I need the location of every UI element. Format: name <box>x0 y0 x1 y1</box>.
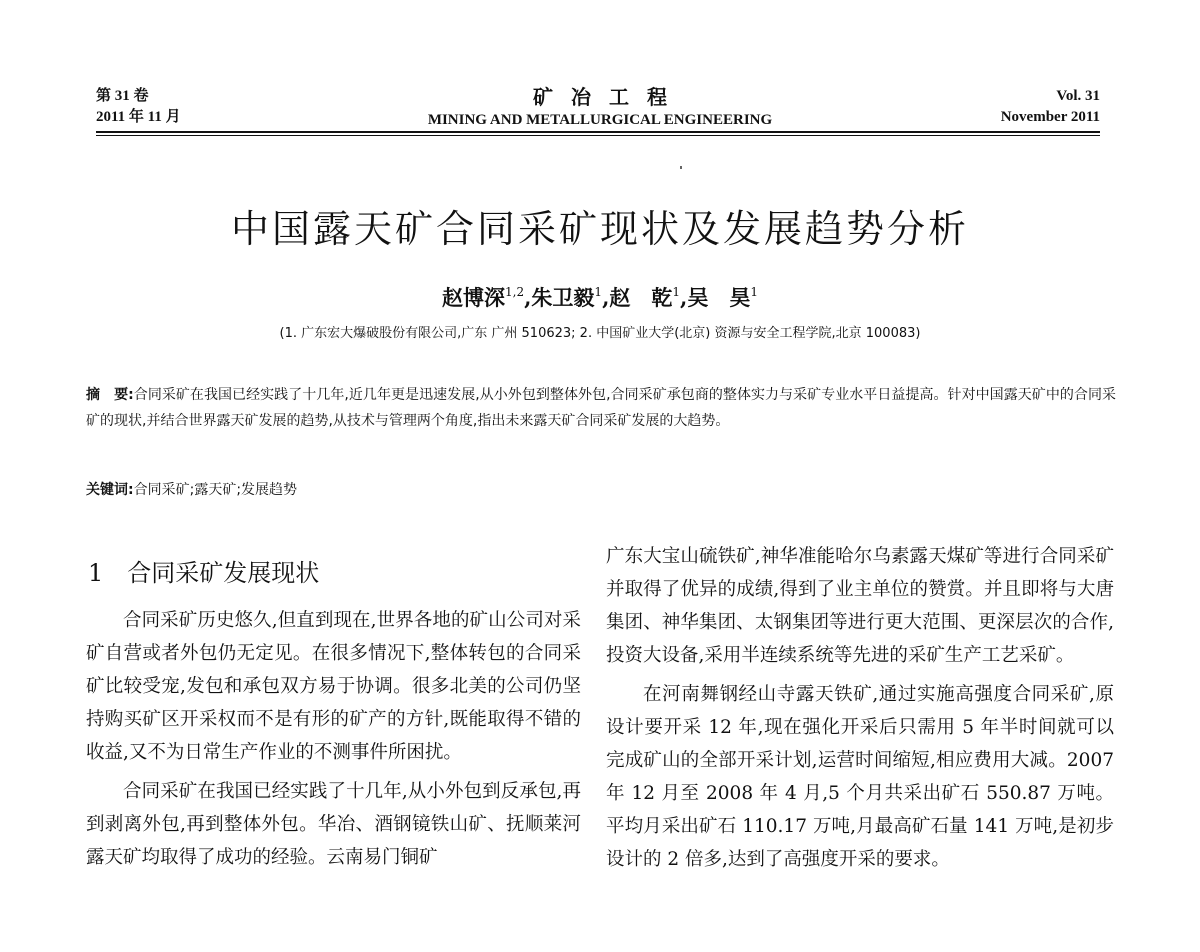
author-affiliation-mark: 1 <box>594 285 603 299</box>
keywords-label: 关键词: <box>86 482 134 498</box>
volume-cn: 第 31 卷 <box>96 88 149 104</box>
author-affiliation-mark: 1 <box>750 285 758 299</box>
journal-name-en: MINING AND METALLURGICAL ENGINEERING <box>427 112 773 128</box>
body-paragraph: 合同采矿历史悠久,但直到现在,世界各地的矿山公司对采矿自营或者外包仍无定见。在很多情况下,整体转包的合同采矿比较受宠,发包和承包双方易于协调。很多北美的公司仍坚持购买矿区开采权而不是有形的矿产的方针,既能取得不错的收益,又不为日常生产作业的不测事件所困扰。 <box>86 610 581 763</box>
volume-en: Vol. 31 <box>1056 88 1100 104</box>
abstract-label: 摘 要: <box>86 387 134 403</box>
header-right <box>1001 86 1100 132</box>
section-heading <box>88 556 581 590</box>
abstract <box>86 382 1116 434</box>
date-en: November 2011 <box>1000 109 1100 125</box>
author-name: 赵博深 <box>442 285 506 310</box>
affiliations: (1. 广东宏大爆破股份有限公司,广东 广州 510623; 2. 中国矿业大学(北京) 资源与安全工程学院,北京 100083) <box>279 326 921 341</box>
header-center <box>380 86 820 132</box>
date-cn: 2011 年 11 月 <box>96 109 181 125</box>
author-name: 赵 乾 <box>609 285 673 310</box>
body-column-right <box>606 540 1114 882</box>
header-rule-thick <box>96 131 1100 133</box>
header-left <box>96 86 181 132</box>
body-paragraph: 在河南舞钢经山寺露天铁矿,通过实施高强度合同采矿,原设计要开采 12 年,现在强化开采后只需用 5 年半时间就可以完成矿山的全部开采计划,运营时间缩短,相应费用大减。2007 年 12 月至 2008 年 4 月,5 个月共采出矿石 550.87 万吨。平均月采出矿石 110.17 万吨,月最高矿石量 141 万吨,是初步设计的 2 倍多,达到了高强度开采的要求。 <box>606 684 1114 870</box>
body-paragraph-continued: 广东大宝山硫铁矿,神华准能哈尔乌素露天煤矿等进行合同采矿并取得了优异的成绩,得到了业主单位的赞赏。并且即将与大唐集团、神华集团、太钢集团等进行更大范围、更深层次的合作,投资大设备,采用半连续系统等先进的采矿生产工艺采矿。 <box>606 546 1114 666</box>
section-title: 合同采矿发展现状 <box>127 559 320 587</box>
article-title: 中国露天矿合同采矿现状及发展趋势分析 <box>230 207 969 251</box>
author-affiliation-mark: 1 <box>672 285 681 299</box>
body-column-left <box>86 540 581 880</box>
keywords <box>86 480 1116 500</box>
body-paragraph: 合同采矿在我国已经实践了十几年,从小外包到反承包,再到剥离外包,再到整体外包。华冶、酒钢镜铁山矿、抚顺莱河露天矿均取得了成功的经验。云南易门铜矿 <box>86 781 581 868</box>
section-number: 1 <box>88 559 104 587</box>
author-name: 吴 昊 <box>687 285 751 310</box>
author-list: 赵博深$^{1,2}$,朱卫毅$^1$,赵 乾$^1$,吴 昊$^1$ <box>442 285 758 310</box>
journal-name-cn: 矿冶工程 <box>533 85 685 109</box>
keywords-text: 合同采矿;露天矿;发展趋势 <box>133 482 298 498</box>
header-rule-thin <box>96 135 1100 136</box>
scan-speck <box>680 166 682 169</box>
author-name: 朱卫毅 <box>531 285 595 310</box>
author-affiliation-mark: 1,2 <box>505 285 525 299</box>
abstract-text: 合同采矿在我国已经实践了十几年,近几年更是迅速发展,从小外包到整体外包,合同采矿承包商的整体实力与采矿专业水平日益提高。针对中国露天矿中的合同采矿的现状,并结合世界露天矿发展的趋势,从技术与管理两个角度,指出未来露天矿合同采矿发展的大趋势。 <box>86 387 1116 429</box>
